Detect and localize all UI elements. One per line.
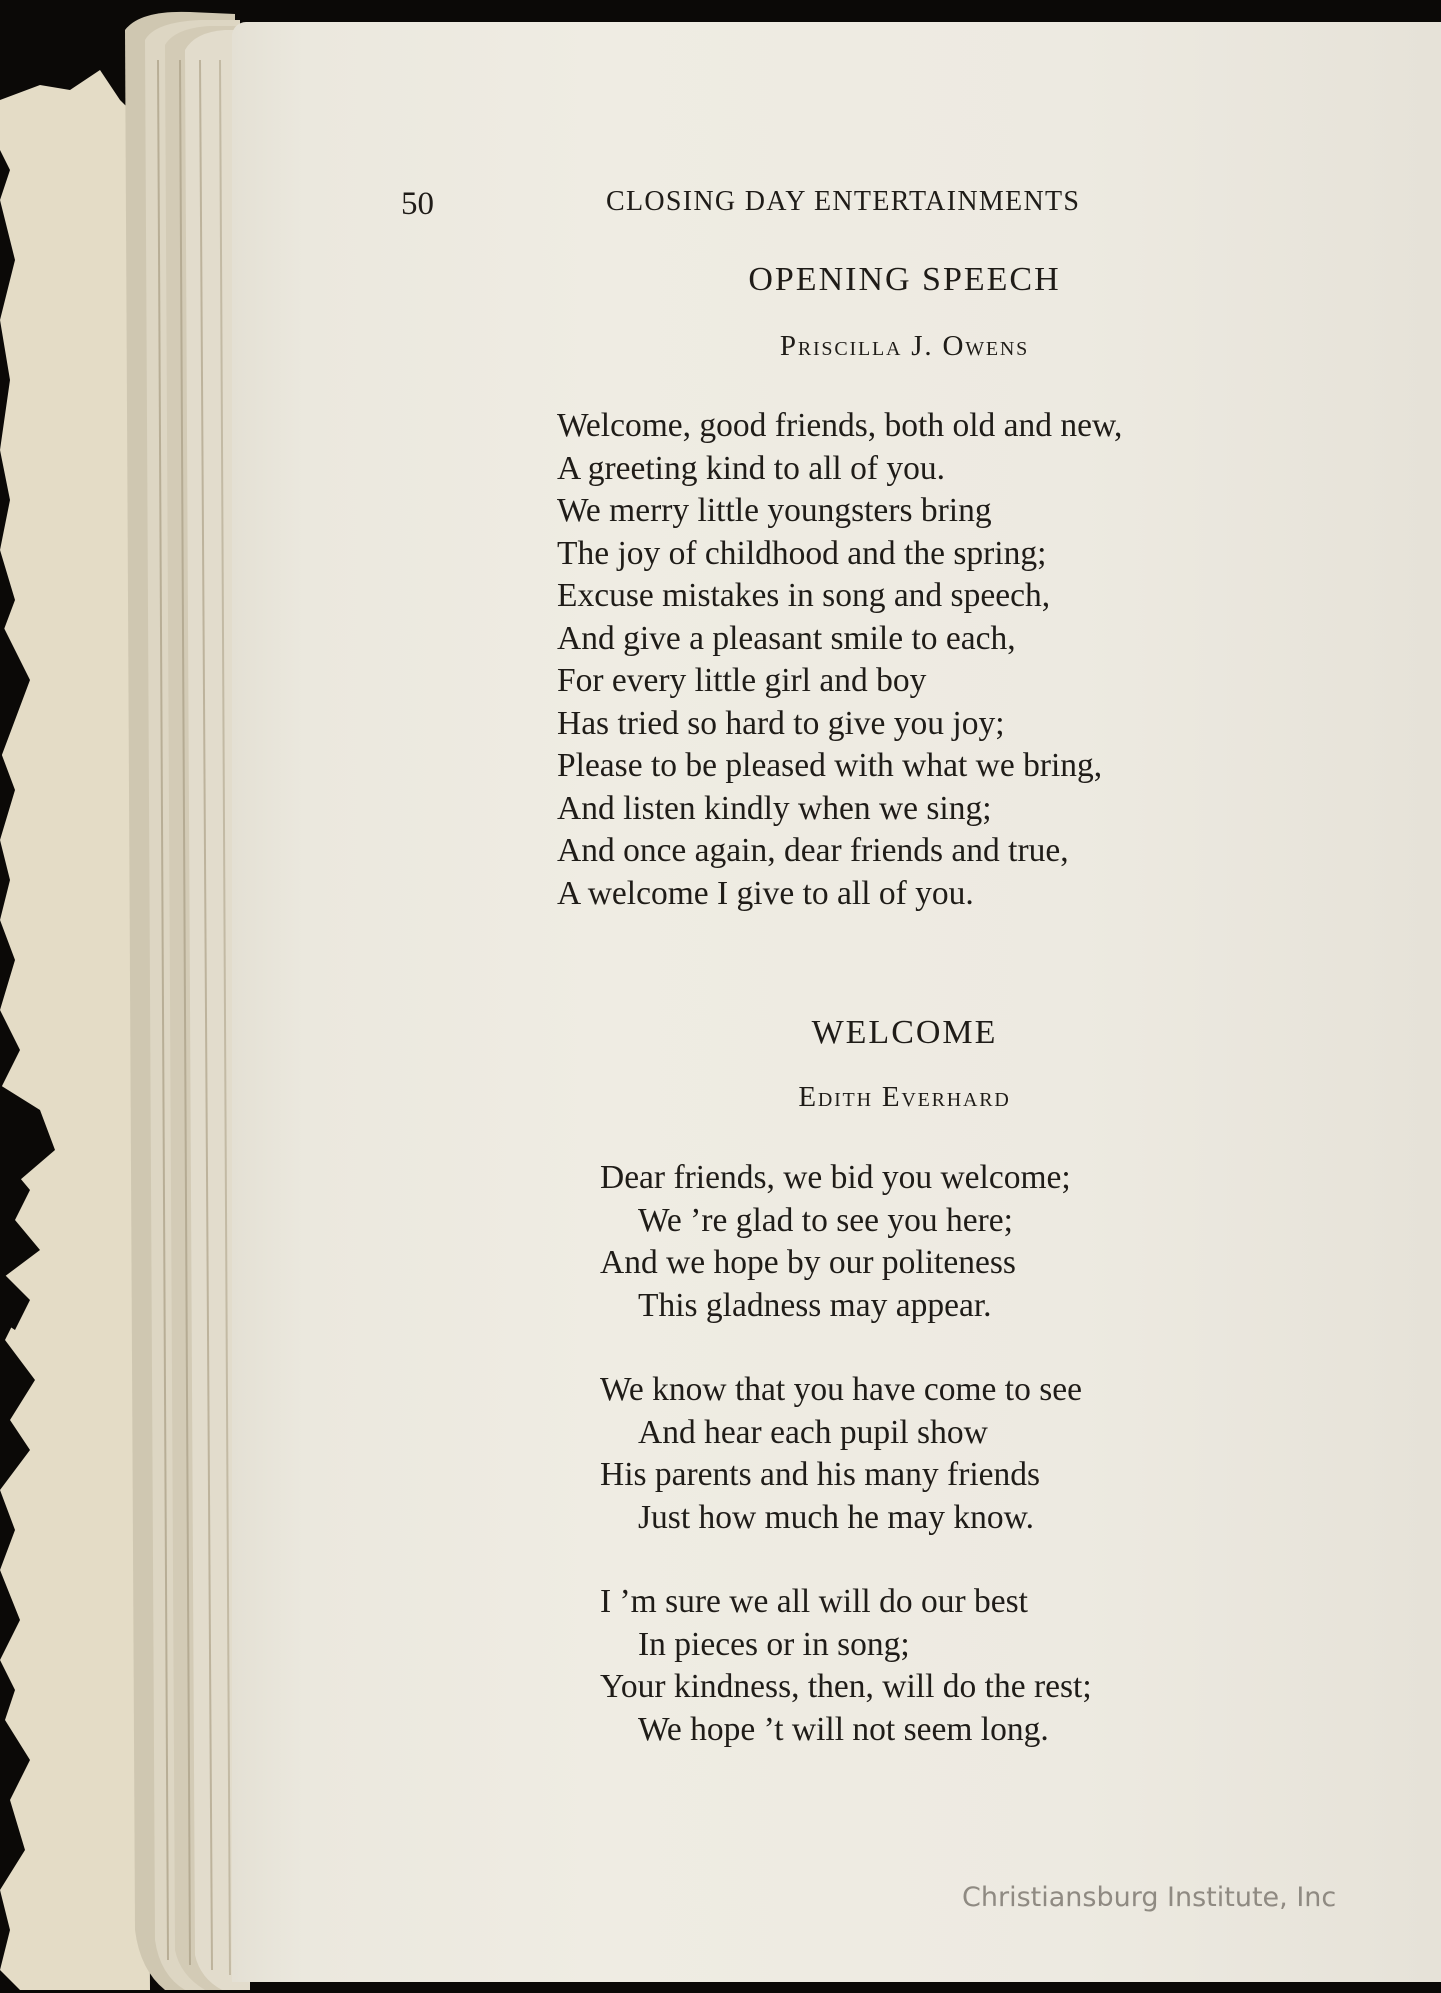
watermark: Christiansburg Institute, Inc	[962, 1882, 1337, 1913]
poem-title: WELCOME	[811, 1014, 998, 1051]
poem-line: And once again, dear friends and true,	[557, 832, 1069, 869]
poem-line: Just how much he may know.	[638, 1498, 1035, 1536]
poem-line: This gladness may appear.	[638, 1286, 992, 1324]
poem-line: We ’re glad to see you here;	[638, 1201, 1013, 1239]
poem-line: A greeting kind to all of you.	[557, 449, 945, 487]
poem-line: Please to be pleased with what we bring,	[557, 747, 1103, 784]
poem-line: A welcome I give to all of you.	[557, 874, 974, 912]
poem-line: And give a pleasant smile to each,	[557, 619, 1016, 657]
poem-line: For every little girl and boy	[557, 662, 927, 699]
poem-line: And listen kindly when we sing;	[557, 789, 992, 827]
poem-line: Excuse mistakes in song and speech,	[557, 577, 1051, 614]
poem-author: Priscilla J. Owens	[779, 330, 1030, 362]
poem-line: We hope ’t will not seem long.	[638, 1710, 1049, 1748]
poem-body	[557, 405, 1122, 915]
poem-line: In pieces or in song;	[638, 1625, 910, 1663]
poem-line: The joy of childhood and the spring;	[557, 534, 1047, 572]
poem-line: We know that you have come to see	[600, 1371, 1082, 1408]
poem-line: I ’m sure we all will do our best	[600, 1583, 1028, 1620]
poem-line: Welcome, good friends, both old and new,	[557, 407, 1123, 444]
poem-line: Has tried so hard to give you joy;	[557, 704, 1005, 742]
page-number: 50	[401, 186, 434, 222]
running-head: CLOSING DAY ENTERTAINMENTS	[606, 186, 1081, 217]
poem-line: And hear each pupil show	[638, 1413, 988, 1451]
poem-line: His parents and his many friends	[600, 1456, 1041, 1493]
poem-stanza	[600, 1581, 1092, 1751]
poem-stanza	[600, 1369, 1092, 1539]
poem-line: Dear friends, we bid you welcome;	[600, 1159, 1071, 1196]
poem-line: And we hope by our politeness	[600, 1244, 1016, 1281]
poem-line: Your kindness, then, will do the rest;	[600, 1668, 1092, 1705]
poem-stanza	[600, 1157, 1092, 1327]
poem-line: We merry little youngsters bring	[557, 492, 992, 529]
poem-title: OPENING SPEECH	[748, 261, 1061, 298]
poem-body	[600, 1157, 1092, 1751]
poem-author: Edith Everhard	[798, 1081, 1011, 1113]
